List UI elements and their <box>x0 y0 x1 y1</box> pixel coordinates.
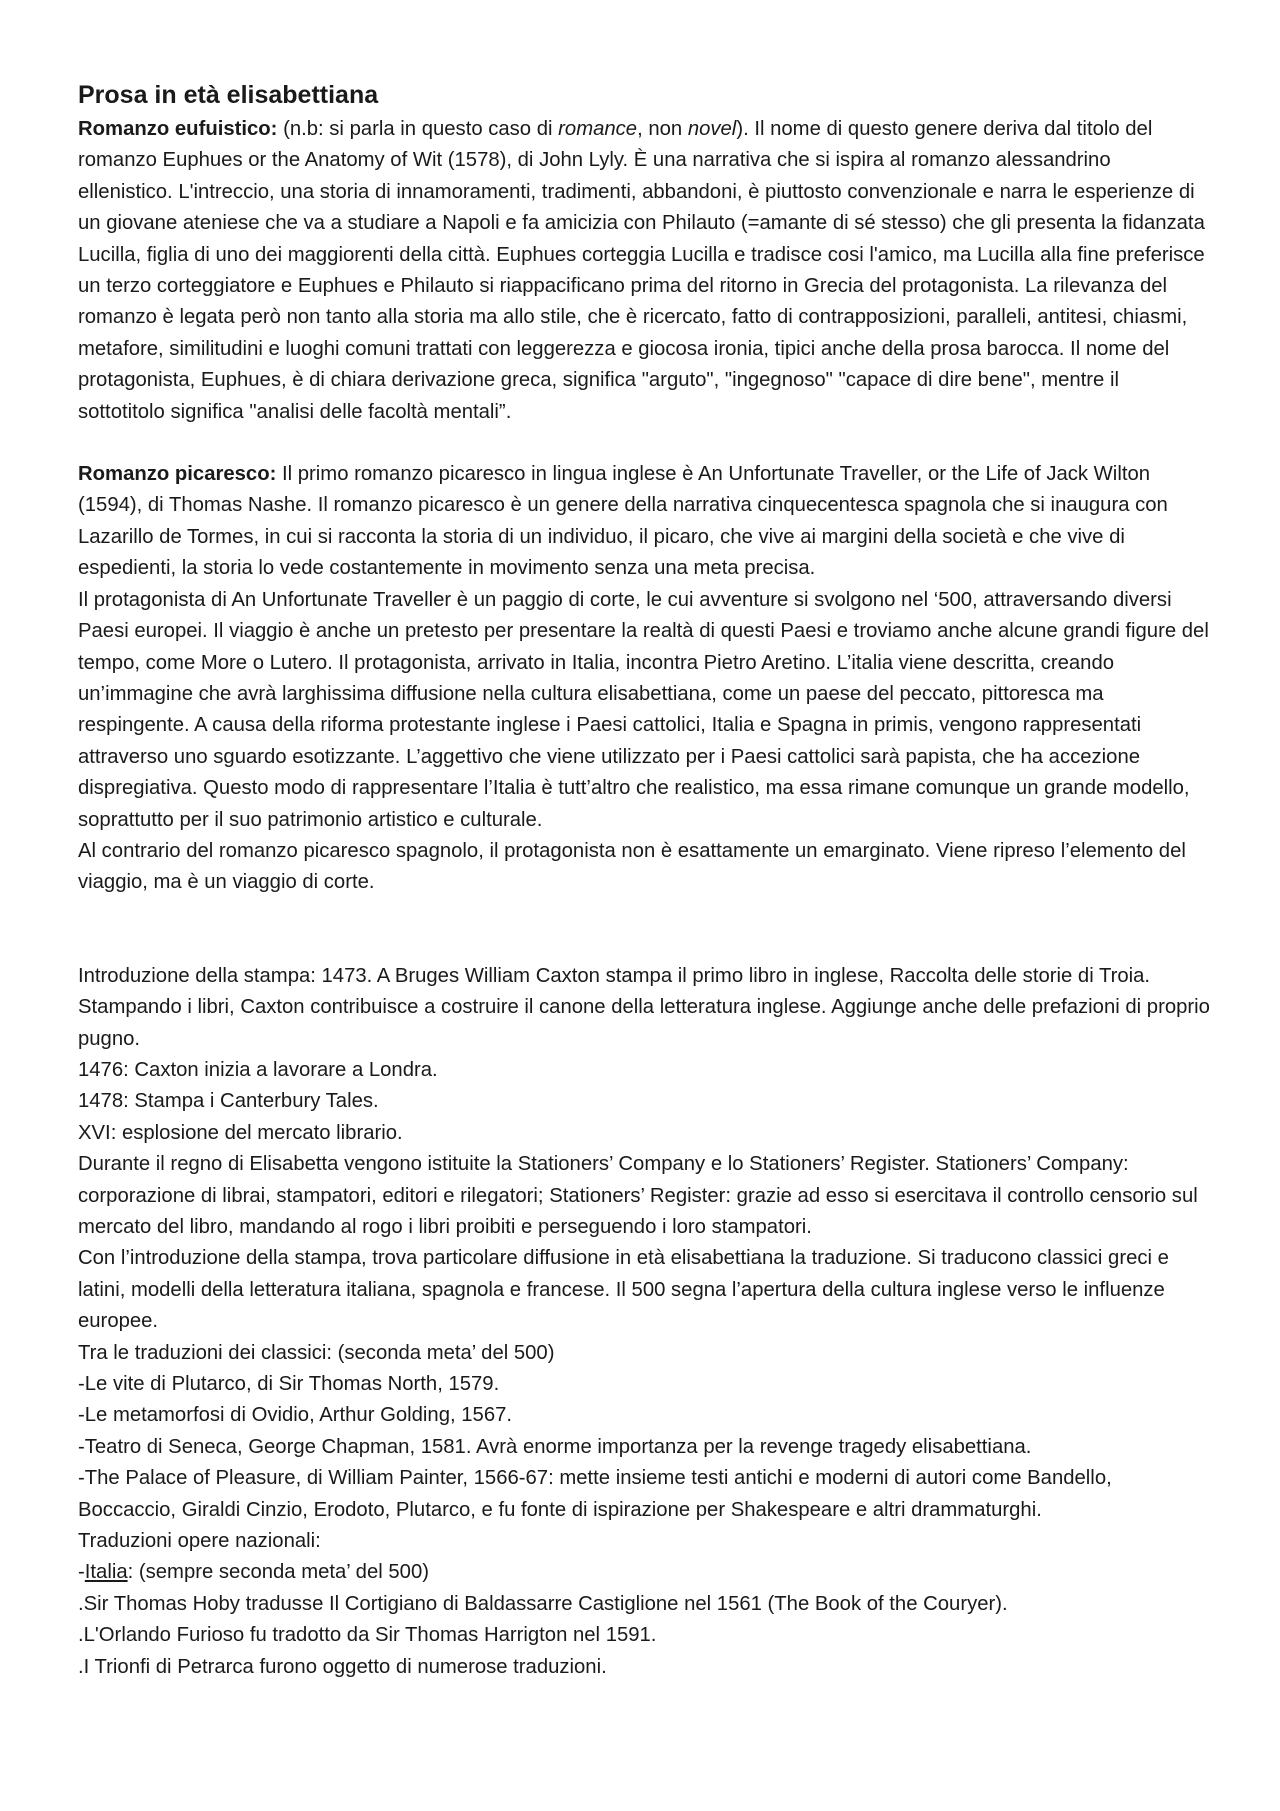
printing-1478: 1478: Stampa i Canterbury Tales. <box>78 1090 379 1113</box>
italy-prefix: - <box>78 1561 85 1584</box>
printing-xvi: XVI: esplosione del mercato librario. <box>78 1121 403 1144</box>
euphuistic-paragraph <box>78 114 1210 428</box>
euphuistic-italic-novel: novel <box>687 118 737 140</box>
picaresque-paragraph-3: Al contrario del romanzo picaresco spagnolo, il protagonista non è esattamente un emarginato. Viene ripreso l’elemento del viaggio, ma è un viaggio di corte. <box>78 839 1186 894</box>
euphuistic-text-1: (n.b: si parla in questo caso di <box>277 118 559 140</box>
italy-suffix: : (sempre seconda meta’ del 500) <box>127 1561 429 1584</box>
spacer <box>78 899 1210 961</box>
classics-heading: Tra le traduzioni dei classici: (seconda meta’ del 500) <box>78 1341 555 1364</box>
national-heading: Traduzioni opere nazionali: <box>78 1530 321 1553</box>
euphuistic-heading: Romanzo eufuistico: <box>78 118 278 140</box>
printing-1476: 1476: Caxton inizia a lavorare a Londra. <box>78 1058 438 1081</box>
classics-item: -The Palace of Pleasure, di William Painter, 1566-67: mette insieme testi antichi e moderni di autori come Bandello, Boccaccio, Giraldi Cinzio, Erodoto, Plutarco, e fu fonte di ispirazione per Shakespeare e altri drammaturghi. <box>78 1467 1112 1521</box>
euphuistic-text-3: ). Il nome di questo genere deriva dal titolo del romanzo Euphues or the Anatomy of Wit (1578), di John Lyly. È una narrativa che si ispira al romanzo alessandrino ellenistico. L'intreccio, una storia di innamoramenti, tradimenti, abbandoni, è piuttosto convenzionale e narra le esperienze di un giovane ateniese che va a studiare a Napoli e fa amicizia con Philauto (=amante di sé stesso) che gli presenta la fidanzata Lucilla, figlia di uno dei maggiorenti della città. Euphues corteggia Lucilla e tradisce cosi l'amico, ma Lucilla alla fine preferisce un terzo corteggiatore e Euphues e Philauto si riappacificano prima del ritorno in Grecia del protagonista. La rilevanza del romanzo è legata però non tanto alla storia ma allo stile, che è ricercato, fatto di contrapposizioni, paralleli, antitesi, chiasmi, metafore, similitudini e luoghi comuni trattati con leggerezza e giocosa ironia, tipici anche della prosa barocca. Il nome del protagonista, Euphues, è di chiara derivazione greca, significa "arguto", "ingegnoso" "capace di dire bene", mentre il sottotitolo significa "analisi delle facoltà mentali”. <box>78 118 1205 423</box>
euphuistic-text-2: , non <box>637 118 688 140</box>
classics-item: -Teatro di Seneca, George Chapman, 1581. Avrà enorme importanza per la revenge tragedy elisabettiana. <box>78 1435 1032 1458</box>
italy-heading <box>78 1557 1210 1588</box>
translation-paragraph: Con l’introduzione della stampa, trova particolare diffusione in età elisabettiana la traduzione. Si traducono classici greci e latini, modelli della letteratura italiana, spagnola e francese. Il 500 segna l’apertura della cultura inglese verso le influenze europee. <box>78 1247 1169 1333</box>
italy-item: .I Trionfi di Petrarca furono oggetto di numerose traduzioni. <box>78 1655 607 1678</box>
picaresque-text-1: Il primo romanzo picaresco in lingua inglese è An Unfortunate Traveller, or the Life of Jack Wilton (1594), di Thomas Nashe. Il romanzo picaresco è un genere della narrativa cinquecentesca spagnola che si inaugura con Lazarillo de Tormes, in cui si racconta la storia di un individuo, il picaro, che vive ai margini della società e che vive di espedienti, la storia lo vede costantemente in movimento senza una meta precisa. <box>78 463 1168 580</box>
euphuistic-italic-romance: romance <box>558 118 638 140</box>
picaresque-paragraph-2: Il protagonista di An Unfortunate Traveller è un paggio di corte, le cui avventure si svolgono nel ‘500, attraversando diversi Paesi europei. Il viaggio è anche un pretesto per presentare la realtà di questi Paesi e troviamo anche alcune grandi figure del tempo, come More o Lutero. Il protagonista, arrivato in Italia, incontra Pietro Aretino. L’italia viene descritta, creando un’immagine che avrà larghissima diffusione nella cultura elisabettiana, come un paese del peccato, pittoresca ma respingente. A causa della riforma protestante inglese i Paesi cattolici, Italia e Spagna in primis, vengono rappresentati attraverso uno sguardo esotizzante. L’aggettivo che viene utilizzato per i Paesi cattolici sarà papista, che ha accezione dispregiativa. Questo modo di rappresentare l’Italia è tutt’altro che realistico, ma essa rimane comunque un grande modello, soprattutto per il suo patrimonio artistico e culturale. <box>78 588 1209 831</box>
stationers-paragraph: Durante il regno di Elisabetta vengono istituite la Stationers’ Company e lo Stationers’ Register. Stationers’ Company: corporazione di librai, stampatori, editori e rilegatori; Stationers’ Register: grazie ad esso si esercitava il controllo censorio sul mercato del libro, mandando al rogo i libri proibiti e perseguendo i loro stampatori. <box>78 1153 1198 1238</box>
italy-label: Italia <box>84 1561 128 1584</box>
classics-item: -Le metamorfosi di Ovidio, Arthur Golding, 1567. <box>78 1404 513 1427</box>
picaresque-heading: Romanzo picaresco: <box>78 463 277 486</box>
italy-item: .Sir Thomas Hoby tradusse Il Cortigiano di Baldassarre Castiglione nel 1561 (The Book of the Couryer). <box>78 1592 1008 1615</box>
classics-item: -Le vite di Plutarco, di Sir Thomas North, 1579. <box>78 1373 500 1396</box>
document-title: Prosa in età elisabettiana <box>78 81 379 109</box>
spacer <box>78 428 1210 459</box>
printing-intro: Introduzione della stampa: 1473. A Bruges William Caxton stampa il primo libro in inglese, Raccolta delle storie di Troia. Stampando i libri, Caxton contribuisce a costruire il canone della letteratura inglese. Aggiunge anche delle prefazioni di proprio pugno. <box>78 964 1210 1050</box>
italy-item: .L'Orlando Furioso fu tradotto da Sir Thomas Harrigton nel 1591. <box>78 1624 657 1647</box>
picaresque-paragraph <box>78 459 1210 585</box>
document-page <box>78 78 1210 1683</box>
